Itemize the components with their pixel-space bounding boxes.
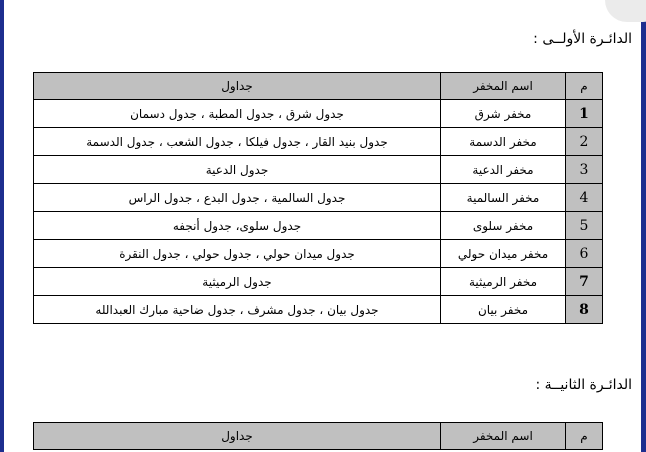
header-station-name: اسم المخفر [441,73,566,100]
row-tables: جدول بيان ، جدول مشرف ، جدول ضاحية مبارك العبدالله [34,296,441,324]
table-row [34,128,603,156]
row-tables: جدول شرق ، جدول المطبة ، جدول دسمان [34,100,441,128]
row-station-name: مخفر بيان [441,296,566,324]
table-row [34,100,603,128]
section1-title: الدائـرة الأولــى : [533,31,632,47]
row-tables: جدول الدعية [34,156,441,184]
right-page-border [641,0,646,452]
row-num: 6 [566,240,603,268]
table-row [34,268,603,296]
header-tables: جداول [34,73,441,100]
table-header-row [34,73,603,100]
row-tables: جدول بنيد القار ، جدول فيلكا ، جدول الشعب ، جدول الدسمة [34,128,441,156]
row-num: 2 [566,128,603,156]
row-num: 4 [566,184,603,212]
header-num: م [566,423,603,450]
row-station-name: مخفر سلوى [441,212,566,240]
header-tables: جداول [34,423,441,450]
row-station-name: مخفر الرميثية [441,268,566,296]
page-corner-decoration [605,0,646,22]
row-num: 8 [566,296,603,324]
section1-table [33,72,603,324]
table-row [34,240,603,268]
row-station-name: مخفر الدسمة [441,128,566,156]
table-header-row [34,423,603,450]
left-page-border [0,0,4,452]
row-num: 7 [566,268,603,296]
row-station-name: مخفر ميدان حولي [441,240,566,268]
row-tables: جدول ميدان حولي ، جدول حولي ، جدول النقرة [34,240,441,268]
row-tables: جدول سلوى، جدول أنجفه [34,212,441,240]
table-row [34,184,603,212]
row-station-name: مخفر الدعية [441,156,566,184]
section2-table [33,422,603,450]
row-station-name: مخفر السالمية [441,184,566,212]
table-row [34,156,603,184]
row-tables: جدول الرميثية [34,268,441,296]
section2-title: الدائـرة الثانيــة : [535,377,632,393]
table-row [34,296,603,324]
header-station-name: اسم المخفر [441,423,566,450]
row-num: 5 [566,212,603,240]
row-num: 1 [566,100,603,128]
header-num: م [566,73,603,100]
row-station-name: مخفر شرق [441,100,566,128]
row-num: 3 [566,156,603,184]
row-tables: جدول السالمية ، جدول البدع ، جدول الراس [34,184,441,212]
table-row [34,212,603,240]
